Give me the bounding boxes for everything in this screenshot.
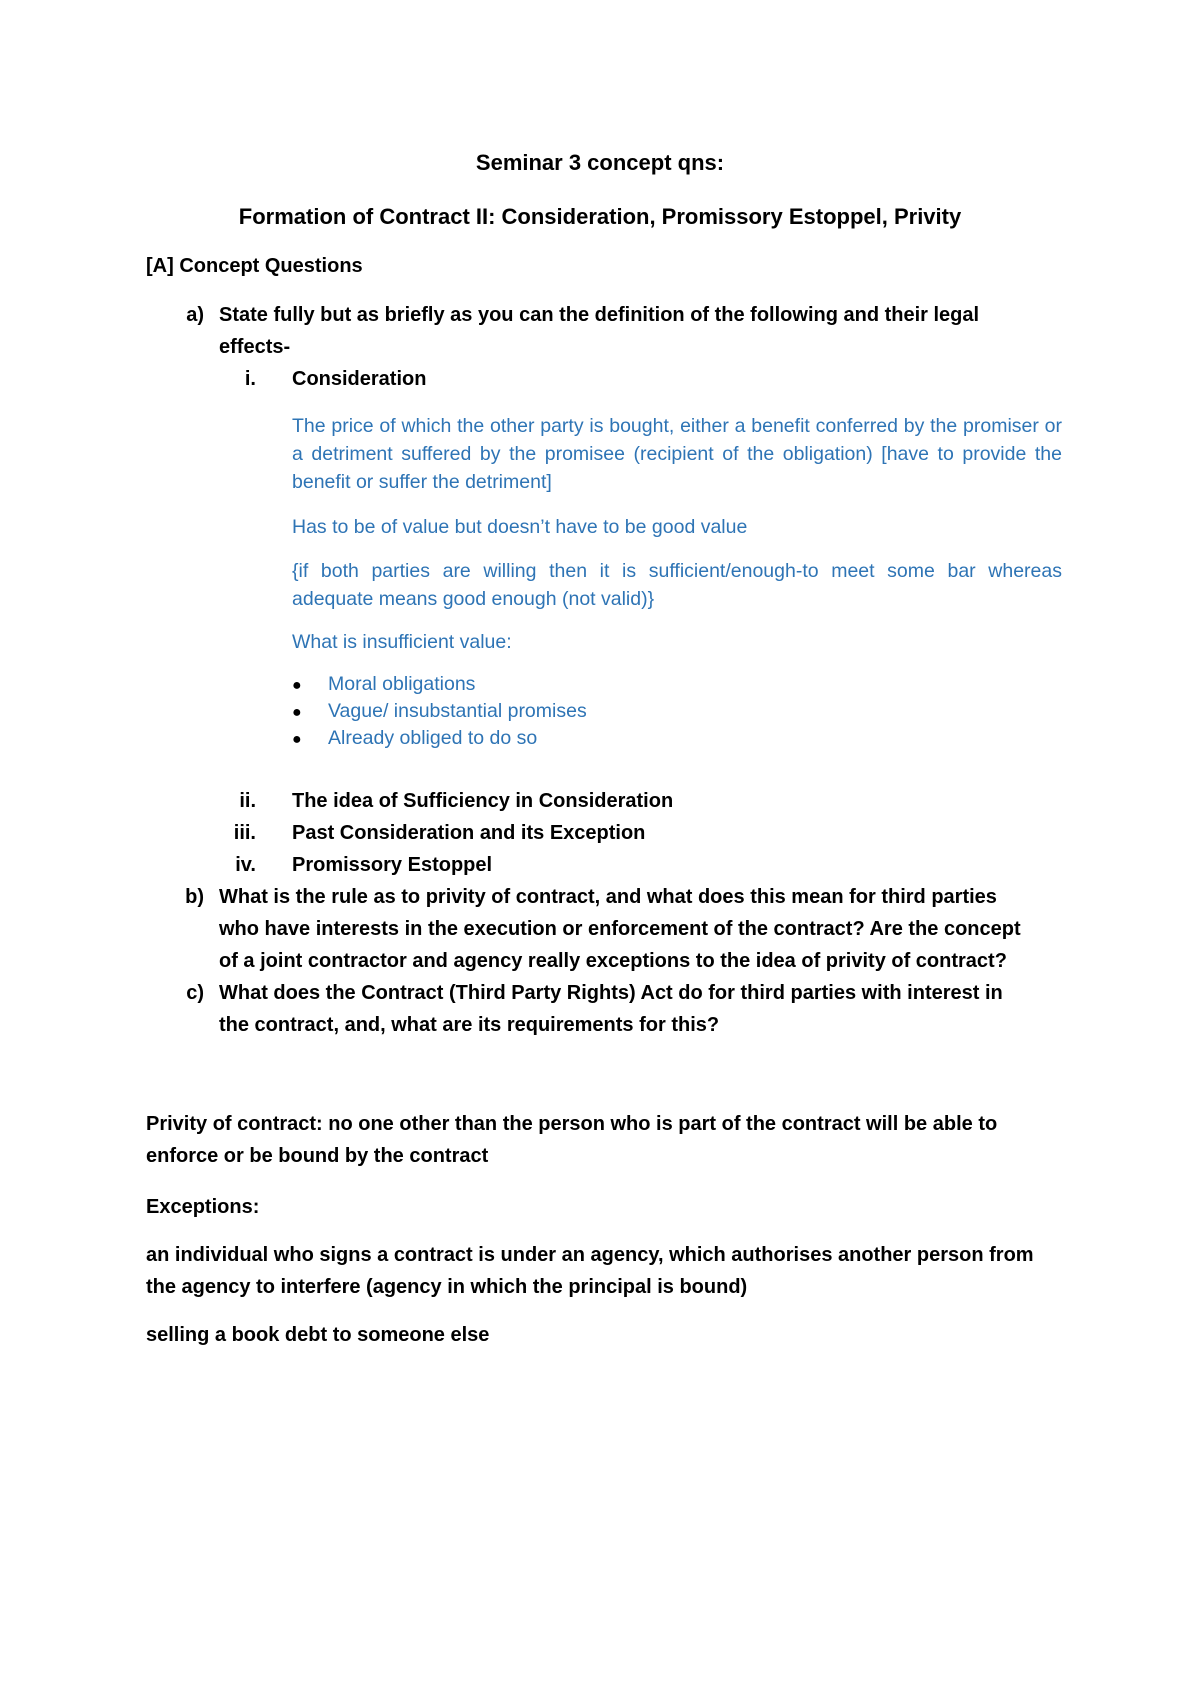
answer-sufficiency-note: {if both parties are willing then it is sufficient/enough-to meet some bar whereas adequate means good enough (not valid)} <box>292 560 1062 610</box>
bullet-text: Vague/ insubstantial promises <box>328 700 587 722</box>
exceptions-label: Exceptions: <box>146 1196 260 1218</box>
question-b-line2: who have interests in the execution or enforcement of the contract? Are the concept <box>219 918 1021 940</box>
bullet-text: Already obliged to do so <box>328 727 538 749</box>
bullet-icon: ● <box>292 704 302 721</box>
question-c-line2: the contract, and, what are its requirements for this? <box>219 1014 720 1036</box>
question-b-marker: b) <box>185 886 204 908</box>
answer-insufficient-heading: What is insufficient value: <box>292 631 512 653</box>
answer-value-note: Has to be of value but doesn’t have to be good value <box>292 516 748 538</box>
bullet-text: Moral obligations <box>328 673 476 695</box>
document-subtitle: Formation of Contract II: Consideration, Promissory Estoppel, Privity <box>238 204 962 229</box>
bullet-icon: ● <box>292 731 302 748</box>
question-a-marker: a) <box>186 304 204 326</box>
question-c-marker: c) <box>186 982 204 1004</box>
question-c-line1: What does the Contract (Third Party Rights) Act do for third parties with interest in <box>219 982 1003 1004</box>
item-ii-label: The idea of Sufficiency in Consideration <box>292 790 674 812</box>
item-ii-marker: ii. <box>239 790 256 812</box>
question-a-line1: State fully but as briefly as you can the definition of the following and their legal <box>219 304 980 326</box>
item-iii-label: Past Consideration and its Exception <box>292 822 646 844</box>
privity-note: Privity of contract: no one other than the person who is part of the contract will be able to enforce or be bound by the contract <box>146 1113 998 1167</box>
question-b-line3: of a joint contractor and agency really exceptions to the idea of privity of contract? <box>219 950 1007 972</box>
exception-book-debt: selling a book debt to someone else <box>146 1324 490 1346</box>
item-i-label: Consideration <box>292 368 427 390</box>
item-iv-marker: iv. <box>235 854 256 876</box>
item-iv-label: Promissory Estoppel <box>292 854 493 876</box>
question-b-line1: What is the rule as to privity of contract, and what does this mean for third parties <box>219 886 997 908</box>
question-a-line2: effects- <box>219 336 291 358</box>
bullet-icon: ● <box>292 677 302 694</box>
answer-definition: The price of which the other party is bought, either a benefit conferred by the promiser or a detriment suffered by the promisee (recipient of the obligation) [have to provide the benefit or suffer the detriment] <box>292 415 1062 493</box>
section-heading: [A] Concept Questions <box>146 255 363 277</box>
item-i-marker: i. <box>244 368 256 390</box>
document-title: Seminar 3 concept qns: <box>475 150 725 175</box>
item-iii-marker: iii. <box>233 822 256 844</box>
exception-agency: an individual who signs a contract is under an agency, which authorises another person from the agency to interfere (agency in which the principal is bound) <box>146 1244 1034 1298</box>
